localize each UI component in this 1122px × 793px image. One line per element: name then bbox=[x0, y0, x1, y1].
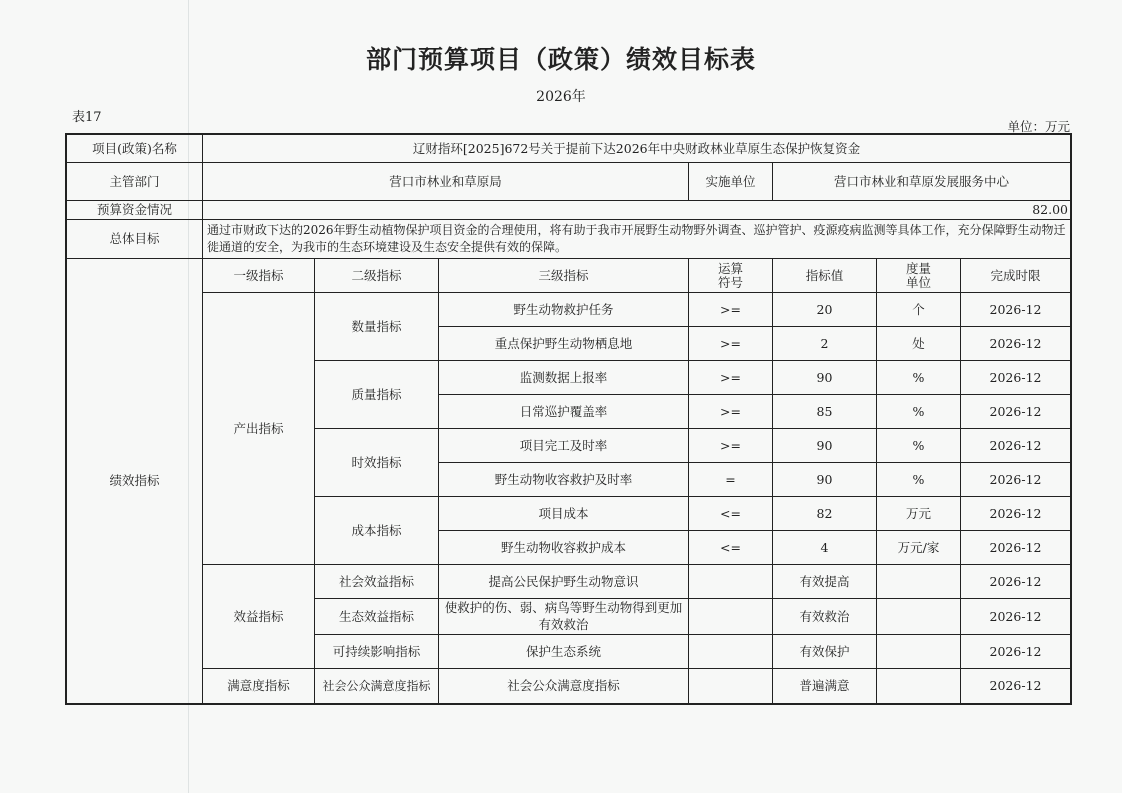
level2-cost: 成本指标 bbox=[315, 497, 439, 565]
table-row bbox=[67, 565, 1071, 599]
level2-public: 社会公众满意度指标 bbox=[315, 669, 439, 704]
indicator-unit: 个 bbox=[877, 293, 961, 327]
level2-social: 社会效益指标 bbox=[315, 565, 439, 599]
implementer-value: 营口市林业和草原发展服务中心 bbox=[773, 163, 1071, 201]
indicator-unit: % bbox=[877, 463, 961, 497]
indicator-unit: % bbox=[877, 429, 961, 463]
indicator-unit bbox=[877, 565, 961, 599]
page-title: 部门预算项目（政策）绩效目标表 bbox=[365, 45, 756, 74]
indicator-name: 项目成本 bbox=[439, 497, 689, 531]
indicator-deadline: 2026-12 bbox=[961, 361, 1071, 395]
col-header-operator: 运算 符号 bbox=[689, 259, 773, 293]
indicator-deadline: 2026-12 bbox=[961, 565, 1071, 599]
indicator-name: 监测数据上报率 bbox=[439, 361, 689, 395]
indicator-deadline: 2026-12 bbox=[961, 599, 1071, 635]
indicator-operator: >= bbox=[689, 429, 773, 463]
level1-output: 产出指标 bbox=[203, 293, 315, 565]
indicator-operator bbox=[689, 565, 773, 599]
indicator-name: 野生动物收容救护成本 bbox=[439, 531, 689, 565]
indicator-deadline: 2026-12 bbox=[961, 635, 1071, 669]
level2-eco: 生态效益指标 bbox=[315, 599, 439, 635]
budget-value: 82.00 bbox=[203, 201, 1071, 220]
project-name-label: 项目(政策)名称 bbox=[67, 135, 203, 163]
row-project-name bbox=[67, 135, 1071, 163]
indicator-unit: % bbox=[877, 395, 961, 429]
level1-benefit: 效益指标 bbox=[203, 565, 315, 669]
overall-goal-label: 总体目标 bbox=[67, 220, 203, 259]
table-number: 表17 bbox=[72, 110, 102, 125]
indicator-operator: <= bbox=[689, 531, 773, 565]
col-header-unit: 度量 单位 bbox=[877, 259, 961, 293]
indicator-value: 20 bbox=[773, 293, 877, 327]
indicator-unit bbox=[877, 599, 961, 635]
indicator-unit: % bbox=[877, 361, 961, 395]
indicator-operator: >= bbox=[689, 361, 773, 395]
indicator-deadline: 2026-12 bbox=[961, 669, 1071, 704]
indicator-deadline: 2026-12 bbox=[961, 293, 1071, 327]
indicator-value: 2 bbox=[773, 327, 877, 361]
unit-label: 单位：万元 bbox=[1007, 119, 1070, 134]
indicator-name: 野生动物收容救护及时率 bbox=[439, 463, 689, 497]
indicator-operator bbox=[689, 669, 773, 704]
indicator-value: 4 bbox=[773, 531, 877, 565]
project-name-value: 辽财指环[2025]672号关于提前下达2026年中央财政林业草原生态保护恢复资金 bbox=[203, 135, 1071, 163]
col-header-deadline: 完成时限 bbox=[961, 259, 1071, 293]
indicator-operator: >= bbox=[689, 293, 773, 327]
indicator-unit: 万元 bbox=[877, 497, 961, 531]
indicator-name: 野生动物救护任务 bbox=[439, 293, 689, 327]
budget-label: 预算资金情况 bbox=[67, 201, 203, 220]
col-header-target-value: 指标值 bbox=[773, 259, 877, 293]
indicator-value: 90 bbox=[773, 429, 877, 463]
department-value: 营口市林业和草原局 bbox=[203, 163, 689, 201]
row-budget bbox=[67, 201, 1071, 220]
indicator-operator bbox=[689, 635, 773, 669]
indicator-deadline: 2026-12 bbox=[961, 395, 1071, 429]
indicator-value: 有效提高 bbox=[773, 565, 877, 599]
indicator-value: 90 bbox=[773, 463, 877, 497]
row-overall-goal bbox=[67, 220, 1071, 259]
indicator-unit: 处 bbox=[877, 327, 961, 361]
indicator-operator bbox=[689, 599, 773, 635]
level2-quantity: 数量指标 bbox=[315, 293, 439, 361]
col-header-level3: 三级指标 bbox=[439, 259, 689, 293]
indicator-operator: <= bbox=[689, 497, 773, 531]
col-header-level2: 二级指标 bbox=[315, 259, 439, 293]
indicator-deadline: 2026-12 bbox=[961, 327, 1071, 361]
indicator-name: 项目完工及时率 bbox=[439, 429, 689, 463]
indicator-deadline: 2026-12 bbox=[961, 429, 1071, 463]
performance-label: 绩效指标 bbox=[67, 259, 203, 704]
indicator-value: 82 bbox=[773, 497, 877, 531]
indicator-value: 有效保护 bbox=[773, 635, 877, 669]
level2-sustain: 可持续影响指标 bbox=[315, 635, 439, 669]
level2-timeliness: 时效指标 bbox=[315, 429, 439, 497]
budget-year: 2026年 bbox=[536, 89, 586, 105]
implementer-label: 实施单位 bbox=[689, 163, 773, 201]
indicator-value: 90 bbox=[773, 361, 877, 395]
indicator-deadline: 2026-12 bbox=[961, 497, 1071, 531]
indicator-operator: >= bbox=[689, 327, 773, 361]
indicator-name: 提高公民保护野生动物意识 bbox=[439, 565, 689, 599]
overall-goal-value: 通过市财政下达的2026年野生动植物保护项目资金的合理使用，将有助于我市开展野生动物野外调查、巡护管护、疫源疫病监测等具体工作，充分保障野生动物迁徙通道的安全，为我市的生态环境建设及生态安全提供有效的保障。 bbox=[203, 220, 1071, 259]
indicator-name: 重点保护野生动物栖息地 bbox=[439, 327, 689, 361]
indicator-value: 普遍满意 bbox=[773, 669, 877, 704]
indicator-unit bbox=[877, 669, 961, 704]
indicator-operator: = bbox=[689, 463, 773, 497]
indicator-unit bbox=[877, 635, 961, 669]
indicator-value: 有效救治 bbox=[773, 599, 877, 635]
row-department bbox=[67, 163, 1071, 201]
table-row bbox=[67, 293, 1071, 327]
indicator-unit: 万元/家 bbox=[877, 531, 961, 565]
indicator-name: 使救护的伤、弱、病鸟等野生动物得到更加有效救治 bbox=[439, 599, 689, 635]
indicator-name: 保护生态系统 bbox=[439, 635, 689, 669]
performance-target-table bbox=[66, 134, 1071, 704]
indicator-name: 日常巡护覆盖率 bbox=[439, 395, 689, 429]
indicator-value: 85 bbox=[773, 395, 877, 429]
perf-header-row bbox=[67, 259, 1071, 293]
table-row bbox=[67, 669, 1071, 704]
level2-quality: 质量指标 bbox=[315, 361, 439, 429]
level1-satisfaction: 满意度指标 bbox=[203, 669, 315, 704]
indicator-name: 社会公众满意度指标 bbox=[439, 669, 689, 704]
department-label: 主管部门 bbox=[67, 163, 203, 201]
indicator-deadline: 2026-12 bbox=[961, 531, 1071, 565]
col-header-level1: 一级指标 bbox=[203, 259, 315, 293]
indicator-deadline: 2026-12 bbox=[961, 463, 1071, 497]
indicator-operator: >= bbox=[689, 395, 773, 429]
